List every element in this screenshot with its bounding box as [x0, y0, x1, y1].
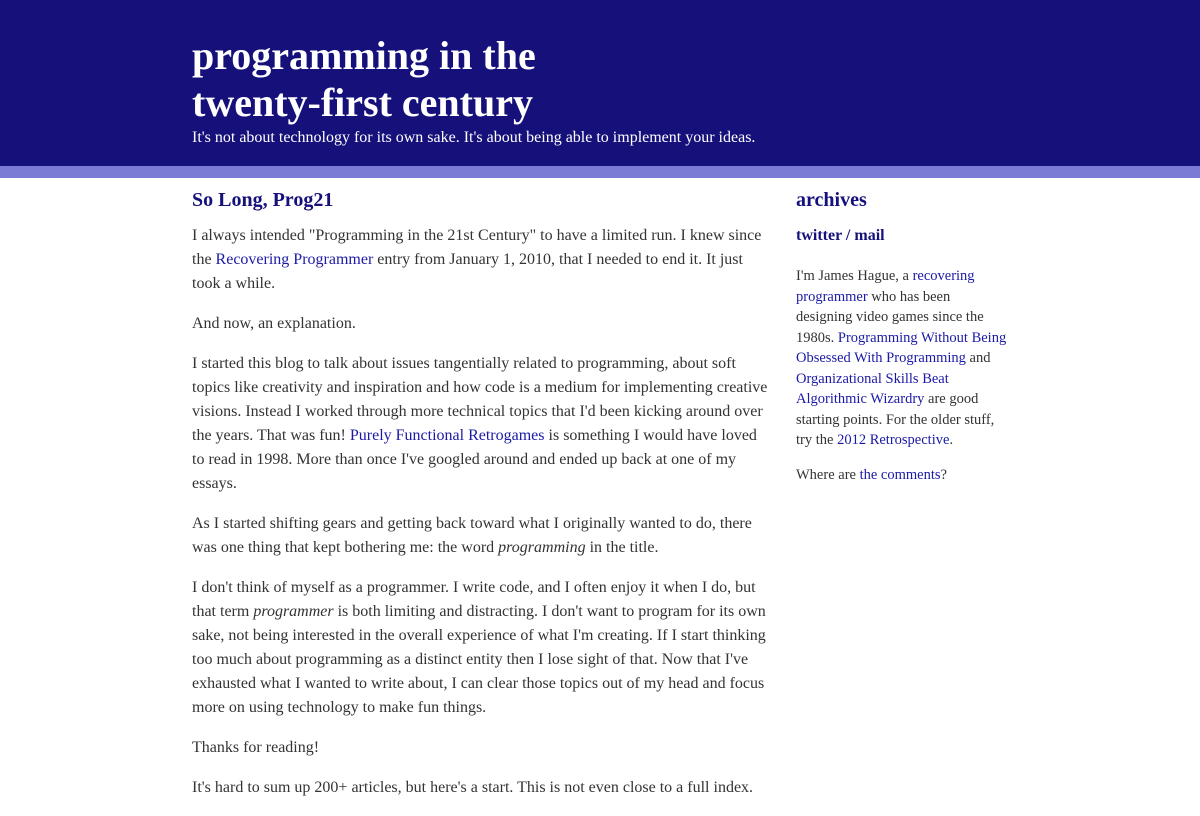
paragraph-1-text-a: I always intended "Programming in the 21st Century" to have a limited run. I knew since the	[192, 227, 762, 268]
paragraph-6: Thanks for reading!	[192, 739, 320, 756]
paragraph-2: And now, an explanation.	[192, 315, 356, 332]
recovering-programmer-link[interactable]: Recovering Programmer	[215, 251, 374, 268]
paragraph-4-text-a: As I started shifting gears and getting back toward what I originally wanted to do, there was one thing that kept bothering me: the word	[192, 515, 752, 556]
paragraph-3	[192, 352, 770, 496]
mail-link[interactable]: mail	[854, 227, 885, 244]
social-links	[796, 224, 1010, 248]
sidebar	[796, 186, 1010, 499]
header-divider	[0, 166, 1200, 178]
archives-heading	[796, 186, 1010, 214]
paragraph-5-text-a: I don't think of myself as a programmer. I write code, and I often enjoy it when I do, but that term	[192, 579, 756, 620]
paragraph-7: It's hard to sum up 200+ articles, but here's a start. This is not even close to a full index.	[192, 779, 754, 796]
purely-functional-retrogames-link[interactable]: Purely Functional Retrogames	[349, 427, 545, 444]
paragraph-3-text-a: I started this blog to talk about issues tangentially related to programming, about soft topics like creativity and inspiration and how code is a medium for implementing creative visions. Instead I worked through more technical topics that I'd been kicking around over the years. That was fun!	[192, 355, 768, 444]
post-content	[192, 186, 770, 816]
post-title: So Long, Prog21	[192, 189, 334, 211]
comments-text-1: Where are	[796, 466, 860, 483]
site-title-line-2[interactable]: twenty-first century	[192, 80, 533, 125]
retrospective-2012-link[interactable]: 2012 Retrospective	[837, 432, 950, 448]
comments-note	[796, 465, 1010, 486]
programming-without-obsession-link[interactable]: Programming Without Being Obsessed With Programming	[796, 329, 1007, 366]
site-tagline: It's not about technology for its own sake. It's about being able to implement your ideas.	[192, 129, 756, 146]
paragraph-1	[192, 224, 770, 296]
paragraph-1-text-b: entry from January 1, 2010, that I needed to end it. It just took a while.	[192, 251, 743, 292]
archives-link[interactable]: archives	[796, 189, 867, 211]
paragraph-5-text-b: is both limiting and distracting. I don't want to program for its own sake, not being interested in the overall experience of what I'm creating. If I start thinking too much about programming as a distinct entity then I lose sight of that. Now that I've exhausted what I wanted to write about, I can clear those topics out of my head and focus more on using technology to make fun things.	[192, 603, 766, 716]
paragraph-3-text-b: is something I would have loved to read in 1998. More than once I've googled around and ended up back at one of my essays.	[192, 427, 757, 492]
bio-text-5: .	[949, 432, 954, 448]
bio-text-2: who has been designing video games since the 1980s.	[796, 288, 984, 346]
paragraph-4	[192, 512, 770, 560]
site-title[interactable]	[192, 32, 892, 126]
paragraph-5	[192, 576, 770, 720]
comments-text-2: ?	[940, 466, 947, 483]
paragraph-4-text-b: in the title.	[585, 539, 659, 556]
bio-text-3: and	[965, 350, 991, 366]
site-header	[0, 0, 1200, 166]
bio-text-4: are good starting points. For the older stuff, try the	[796, 391, 995, 448]
paragraph-4-emphasis: programming	[498, 539, 586, 556]
recovering-programmer-bio-link[interactable]: recovering programmer	[796, 268, 975, 305]
comments-link[interactable]: the comments	[859, 466, 941, 483]
paragraph-5-emphasis: programmer	[253, 603, 334, 620]
organizational-skills-link[interactable]: Organizational Skills Beat Algorithmic Wizardry	[796, 370, 949, 407]
bio-text-1: I'm James Hague, a	[796, 268, 913, 284]
social-separator: /	[841, 227, 855, 244]
author-bio	[796, 266, 1010, 451]
twitter-link[interactable]: twitter	[796, 227, 842, 244]
site-title-line-1[interactable]: programming in the	[192, 33, 536, 78]
